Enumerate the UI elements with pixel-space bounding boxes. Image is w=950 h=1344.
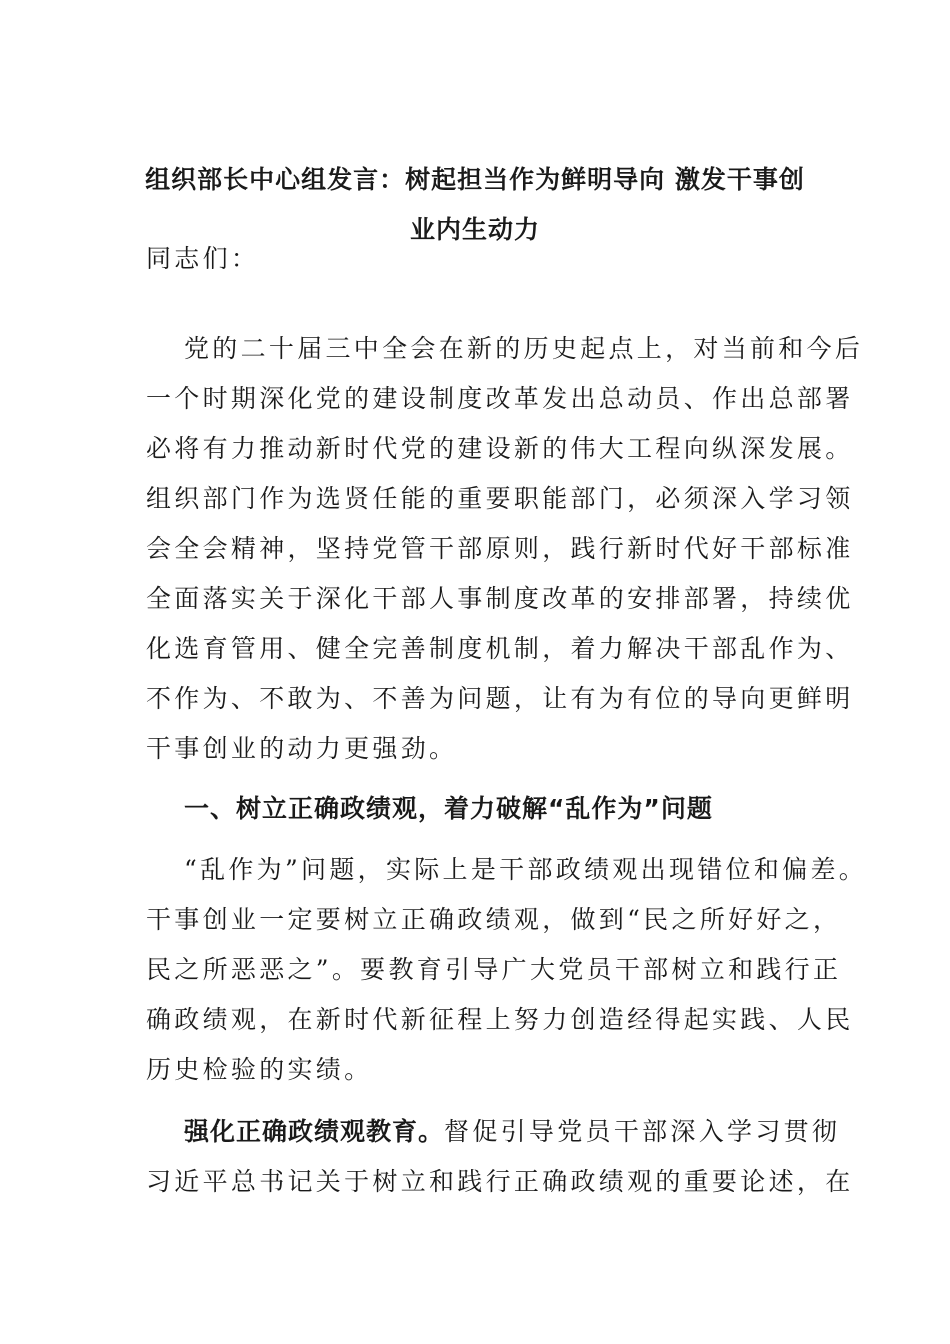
intro-line: 必将有力推动新时代党的建设新的伟大工程向纵深发展。 [146,434,854,463]
paragraph-2-text: 督促引导党员干部深入学习贯彻 [444,1117,841,1146]
paragraph-2-line-1 [184,1117,840,1147]
intro-line: 不作为、不敢为、不善为问题，让有为有位的导向更鲜明 [146,684,854,713]
intro-line: 党的二十届三中全会在新的历史起点上，对当前和今后 [184,334,864,363]
intro-line: 全面落实关于深化干部人事制度改革的安排部署，持续优 [146,584,854,613]
document-title-line-2: 业内生动力 [409,215,540,244]
section-1-line: 历史检验的实绩。 [146,1055,373,1084]
section-1-line: 民之所恶恶之”。要教育引导广大党员干部树立和践行正 [146,955,842,984]
section-1-line: 确政绩观，在新时代新征程上努力创造经得起实践、人民 [146,1005,854,1034]
document-title-line-1: 组织部长中心组发言：树起担当作为鲜明导向 激发干事创 [145,165,805,194]
section-1-heading: 一、树立正确政绩观，着力破解“乱作为”问题 [184,794,713,823]
intro-line: 干事创业的动力更强劲。 [146,734,458,763]
intro-line: 化选育管用、健全完善制度机制，着力解决干部乱作为、 [146,634,854,663]
section-1-line: 干事创业一定要树立正确政绩观，做到“民之所好好之， [146,905,842,934]
paragraph-2-line: 习近平总书记关于树立和践行正确政绩观的重要论述，在 [146,1167,854,1196]
paragraph-2-lead: 强化正确政绩观教育。 [184,1117,445,1146]
intro-line: 一个时期深化党的建设制度改革发出总动员、作出总部署 [146,384,854,413]
section-1-line: “乱作为”问题，实际上是干部政绩观出现错位和偏差。 [184,855,868,884]
intro-line: 会全会精神，坚持党管干部原则，践行新时代好干部标准 [146,534,854,563]
intro-line: 组织部门作为选贤任能的重要职能部门，必须深入学习领 [146,484,854,513]
salutation: 同志们： [146,244,260,273]
